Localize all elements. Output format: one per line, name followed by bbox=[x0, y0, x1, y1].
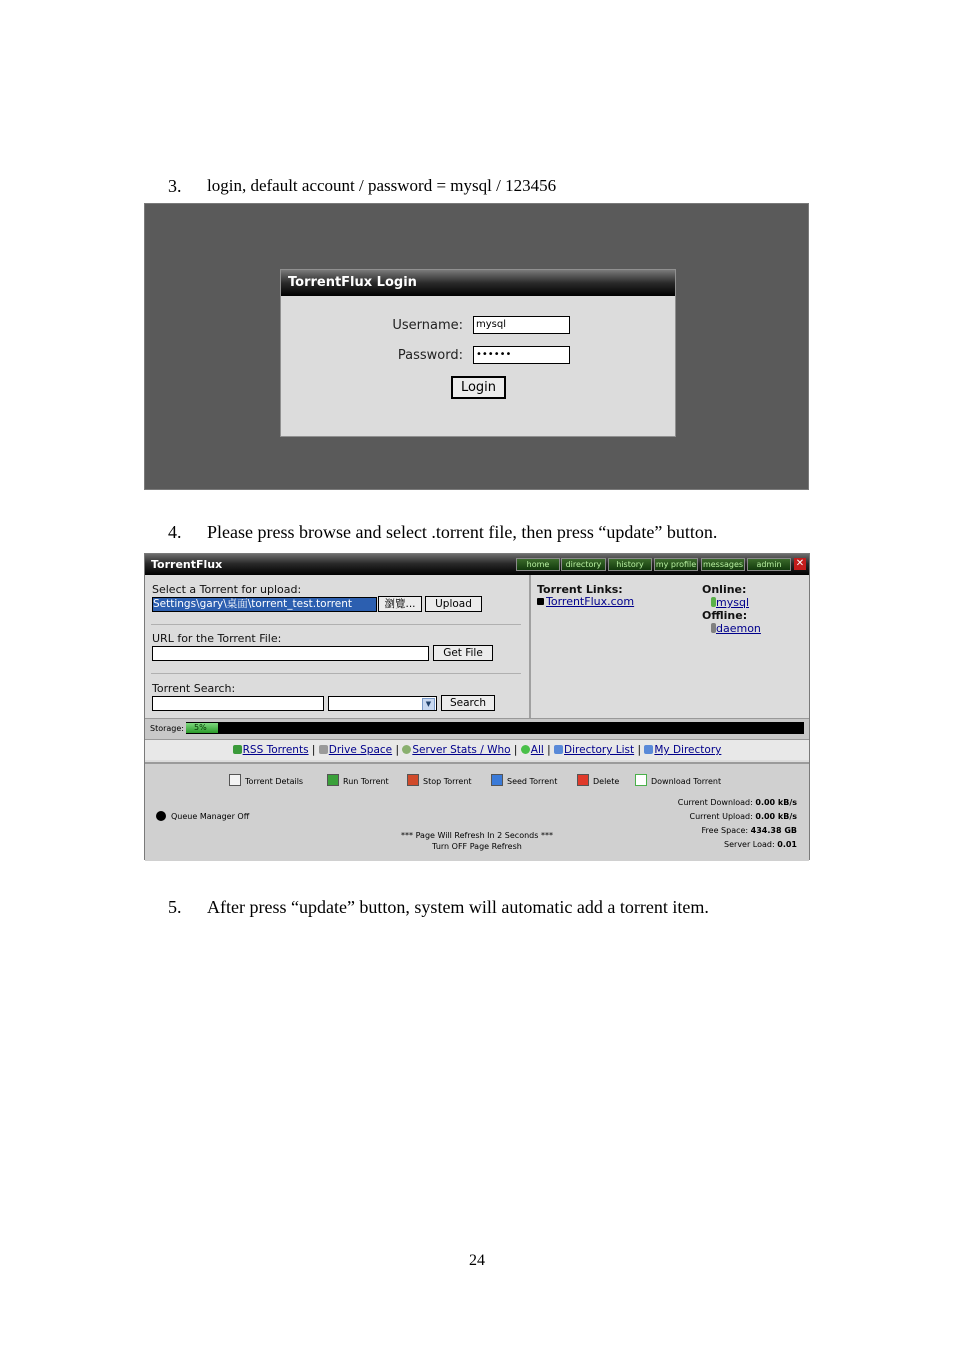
password-field[interactable]: •••••• bbox=[473, 346, 570, 364]
online-title: Online: bbox=[702, 583, 747, 596]
legend-stop-torrent bbox=[407, 774, 472, 786]
get-file-button[interactable]: Get File bbox=[433, 645, 493, 661]
login-title: TorrentFlux Login bbox=[281, 270, 675, 296]
torrentflux-link[interactable]: TorrentFlux.com bbox=[546, 595, 635, 608]
status-dot-icon bbox=[156, 811, 166, 821]
chevron-down-icon[interactable]: ▼ bbox=[422, 698, 435, 711]
step-5 bbox=[168, 897, 828, 921]
storage-label: Storage: bbox=[150, 724, 184, 733]
storage-fill bbox=[186, 723, 218, 733]
torrent-links-item[interactable] bbox=[537, 595, 634, 608]
browse-button[interactable]: 瀏覽... bbox=[378, 596, 422, 612]
directory-list-link[interactable]: Directory List bbox=[564, 744, 635, 756]
queue-manager-status bbox=[156, 811, 249, 821]
offline-user-link[interactable]: daemon bbox=[716, 622, 761, 635]
legend-label: Torrent Details bbox=[245, 777, 304, 786]
nav-home[interactable]: home bbox=[516, 558, 560, 571]
server-stats-link[interactable]: Server Stats / Who bbox=[412, 744, 511, 756]
turn-off-refresh-link[interactable]: Turn OFF Page Refresh bbox=[432, 842, 522, 851]
legend-run-torrent bbox=[327, 774, 389, 786]
drive-icon bbox=[319, 745, 328, 754]
rss-torrents-link[interactable]: RSS Torrents bbox=[242, 744, 309, 756]
all-link[interactable]: All bbox=[530, 744, 544, 756]
info-panel bbox=[529, 575, 811, 718]
app-logo: TorrentFlux bbox=[151, 558, 223, 571]
password-label: Password: bbox=[397, 348, 463, 363]
login-dialog bbox=[280, 269, 676, 437]
status-panel bbox=[145, 762, 809, 861]
nav-directory[interactable]: directory bbox=[561, 558, 606, 571]
torrent-links-title: Torrent Links: bbox=[537, 583, 623, 596]
step-number: 3. bbox=[168, 176, 182, 196]
nav-my-profile[interactable]: my profile bbox=[655, 560, 697, 569]
stat-value: 0.00 kB/s bbox=[755, 812, 797, 821]
url-label: URL for the Torrent File: bbox=[152, 632, 282, 645]
queue-label: Queue Manager Off bbox=[171, 812, 250, 821]
online-user[interactable] bbox=[711, 596, 749, 609]
url-input[interactable] bbox=[152, 646, 429, 661]
stop-icon bbox=[407, 774, 419, 786]
nav-admin[interactable]: admin bbox=[747, 558, 791, 571]
step-3 bbox=[168, 176, 768, 200]
offline-user[interactable] bbox=[711, 622, 761, 635]
my-directory-link[interactable]: My Directory bbox=[654, 744, 722, 756]
seed-icon bbox=[491, 774, 503, 786]
all-icon bbox=[521, 745, 530, 754]
header-bar bbox=[145, 554, 809, 575]
legend-download-torrent bbox=[635, 774, 721, 786]
delete-icon bbox=[577, 774, 589, 786]
login-screenshot bbox=[144, 203, 809, 490]
link-bar: RSS Torrents | Drive Space | Server Stats / Who | All | Directory List | My Directory bbox=[145, 740, 809, 760]
divider bbox=[151, 673, 521, 674]
search-label: Torrent Search: bbox=[152, 682, 236, 695]
server-load bbox=[645, 840, 797, 849]
stat-label: Free Space: bbox=[701, 826, 749, 835]
upload-file-input[interactable]: Settings\gary\桌面\torrent_test.torrent bbox=[152, 597, 377, 612]
offline-title: Offline: bbox=[702, 609, 748, 622]
divider bbox=[151, 624, 521, 625]
page-number: 24 bbox=[469, 1252, 485, 1269]
username-label: Username: bbox=[392, 318, 463, 333]
stat-label: Server Load: bbox=[724, 840, 775, 849]
refresh-notice: *** Page Will Refresh In 2 Seconds *** bbox=[401, 831, 553, 840]
online-user-link[interactable]: mysql bbox=[716, 596, 749, 609]
stat-value: 434.38 GB bbox=[750, 826, 797, 835]
password-row bbox=[281, 346, 675, 366]
current-download bbox=[645, 798, 797, 807]
rss-icon bbox=[233, 745, 242, 754]
details-icon bbox=[229, 774, 241, 786]
legend-label: Delete bbox=[593, 777, 620, 786]
drive-space-link[interactable]: Drive Space bbox=[328, 744, 393, 756]
step-text: login, default account / password = mysql / 123456 bbox=[207, 176, 557, 195]
run-icon bbox=[327, 774, 339, 786]
storage-percent: 5% bbox=[194, 723, 207, 732]
legend-label: Seed Torrent bbox=[507, 777, 558, 786]
stat-label: Current Download: bbox=[677, 798, 753, 807]
legend-torrent-details bbox=[229, 774, 303, 786]
login-button[interactable]: Login bbox=[451, 376, 506, 399]
upload-label: Select a Torrent for upload: bbox=[152, 583, 302, 596]
download-icon bbox=[635, 774, 647, 786]
legend-label: Stop Torrent bbox=[423, 777, 472, 786]
current-upload bbox=[645, 812, 797, 821]
legend-label: Download Torrent bbox=[651, 777, 722, 786]
step-text: Please press browse and select .torrent file, then press “update” button. bbox=[207, 522, 718, 542]
free-space bbox=[645, 826, 797, 835]
stat-value: 0.00 kB/s bbox=[755, 798, 797, 807]
close-icon[interactable]: ✕ bbox=[795, 558, 805, 569]
step-text: After press “update” button, system will automatic add a torrent item. bbox=[207, 897, 709, 917]
storage-track bbox=[186, 722, 804, 734]
folder-icon bbox=[644, 745, 653, 754]
storage-bar bbox=[145, 718, 809, 740]
stat-value: 0.01 bbox=[777, 840, 797, 849]
nav-history[interactable]: history bbox=[608, 558, 652, 571]
upload-panel bbox=[145, 575, 529, 718]
step-number: 5. bbox=[168, 897, 182, 917]
search-input[interactable] bbox=[152, 696, 324, 711]
username-row bbox=[281, 316, 675, 336]
search-engine-select[interactable] bbox=[328, 696, 437, 711]
torrentflux-screenshot bbox=[144, 553, 810, 860]
nav-messages[interactable]: messages bbox=[702, 560, 744, 569]
stat-label: Current Upload: bbox=[689, 812, 753, 821]
server-stats-icon bbox=[402, 745, 411, 754]
username-field[interactable]: mysql bbox=[473, 316, 570, 334]
link-bullet-icon bbox=[537, 598, 544, 605]
step-4 bbox=[168, 522, 828, 546]
step-number: 4. bbox=[168, 522, 182, 542]
search-button[interactable]: Search bbox=[441, 695, 495, 711]
legend-seed-torrent bbox=[491, 774, 557, 786]
folder-icon bbox=[554, 745, 563, 754]
legend-label: Run Torrent bbox=[343, 777, 389, 786]
upload-button[interactable]: Upload bbox=[425, 596, 482, 612]
legend-delete bbox=[577, 774, 619, 786]
